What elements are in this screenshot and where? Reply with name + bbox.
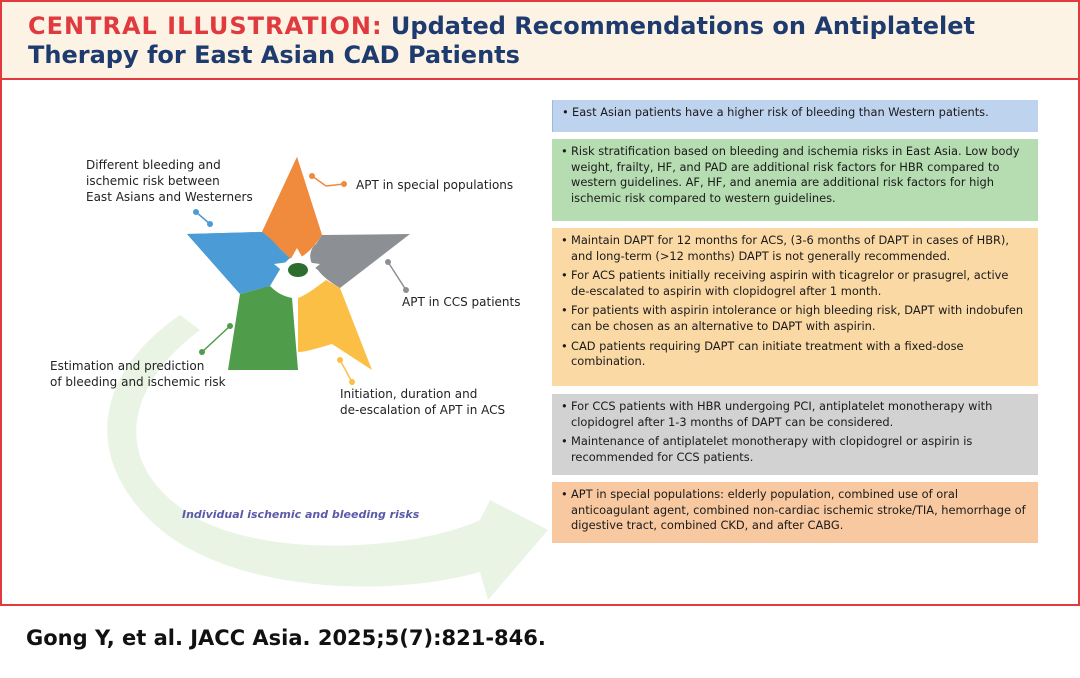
citation: Gong Y, et al. JACC Asia. 2025;5(7):821-846. bbox=[26, 626, 546, 650]
label-ccs-patients: APT in CCS patients bbox=[402, 295, 521, 309]
list-item: • East Asian patients have a higher risk of bleeding than Western patients. bbox=[562, 105, 1030, 121]
box-acs-recommendations bbox=[552, 228, 1038, 386]
list-item: • CAD patients requiring DAPT can initiate treatment with a fixed-dose combination. bbox=[561, 339, 1030, 370]
arrow-caption: Individual ischemic and bleeding risks bbox=[182, 508, 420, 521]
box-special-populations bbox=[552, 482, 1038, 543]
list-item: • Maintenance of antiplatelet monotherapy with clopidogrel or aspirin is recommended for CCS patients. bbox=[561, 434, 1030, 465]
label-acs-duration: Initiation, duration and de-escalation of APT in ACS bbox=[340, 387, 506, 417]
list-item: • For patients with aspirin intolerance or high bleeding risk, DAPT with indobufen can be chosen as an alternative to DAPT with aspirin. bbox=[561, 303, 1030, 334]
label-estimation: Estimation and prediction of bleeding and ischemic risk bbox=[50, 359, 226, 389]
box-ccs-recommendations bbox=[552, 394, 1038, 475]
box-bleeding-risk bbox=[552, 100, 1038, 132]
list-item: • APT in special populations: elderly population, combined use of oral anticoagulant agent, combined non-cardiac ischemic stroke/TIA, hemorrhage of digestive tract, combined CKD, and after CABG. bbox=[561, 487, 1030, 534]
title-prefix: CENTRAL ILLUSTRATION: bbox=[28, 12, 383, 40]
title-main: Updated Recommendations on Antiplatelet Therapy for East Asian CAD Patients bbox=[28, 12, 976, 69]
list-item: • For CCS patients with HBR undergoing PCI, antiplatelet monotherapy with clopidogrel after 1-3 months of DAPT can be considered. bbox=[561, 399, 1030, 430]
label-special-populations: APT in special populations bbox=[356, 178, 514, 192]
list-item: • For ACS patients initially receiving aspirin with ticagrelor or prasugrel, active de-escalated to aspirin with clopidogrel after 1 month. bbox=[561, 268, 1030, 299]
star-piece-green bbox=[228, 286, 298, 370]
star-piece-gray bbox=[310, 234, 410, 288]
star-piece-yellow bbox=[298, 280, 372, 370]
label-bleeding-risk-diff: Different bleeding and ischemic risk between East Asians and Westerners bbox=[86, 158, 253, 204]
box-risk-stratification bbox=[552, 139, 1038, 221]
list-item: • Risk stratification based on bleeding and ischemia risks in East Asia. Low body weight, frailty, HF, and PAD are additional risk factors for HBR compared to western guidelines. AF, HF, and anemia are additional risk factors for high ischemic risk compared to western guidelines. bbox=[561, 144, 1030, 206]
list-item: • Maintain DAPT for 12 months for ACS, (3-6 months of DAPT in cases of HBR), and long-term (>12 months) DAPT is not generally recommended. bbox=[561, 233, 1030, 264]
